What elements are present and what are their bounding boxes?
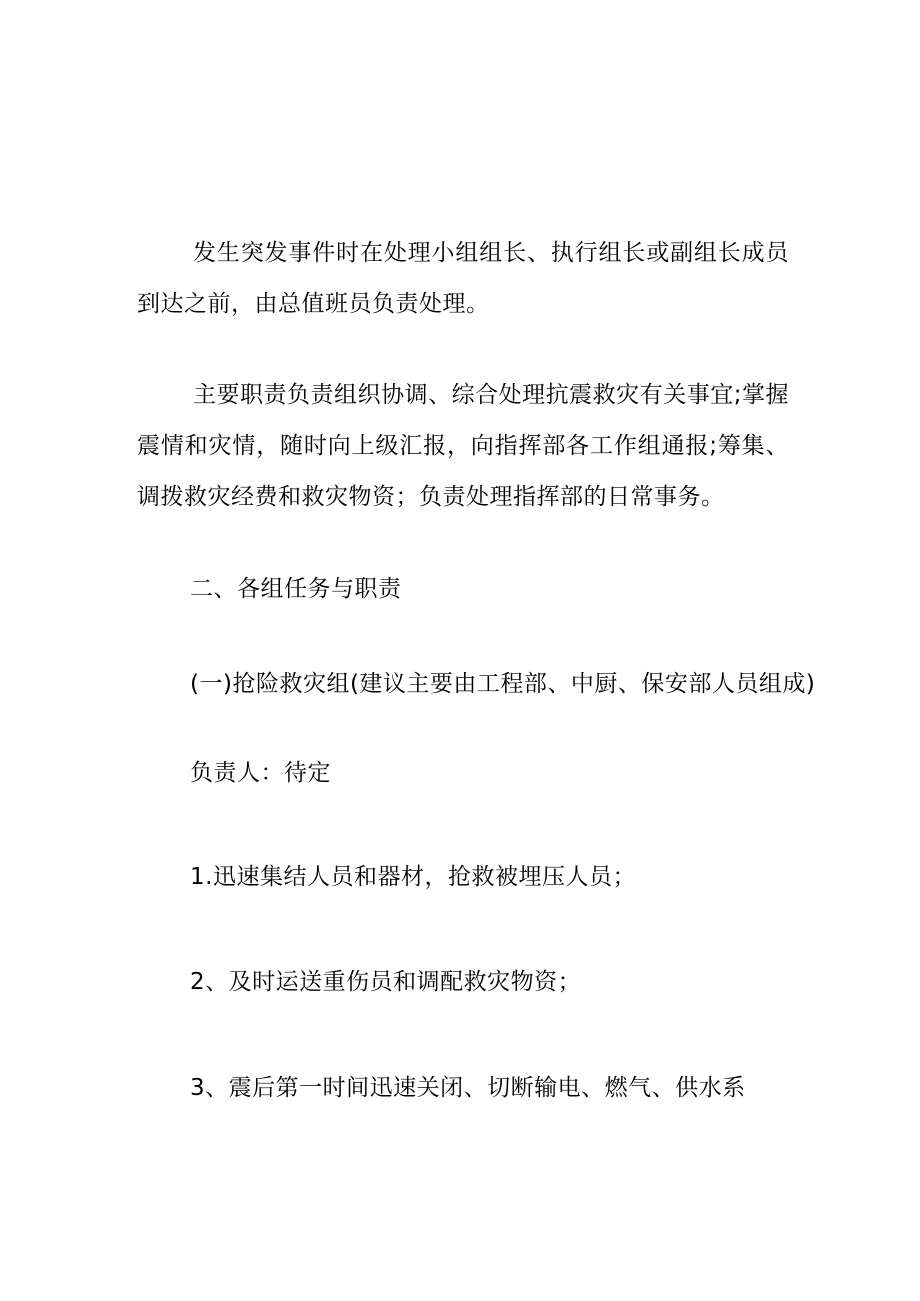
- subsection-heading: (一)抢险救灾组(建议主要由工程部、中厨、保安部人员组成): [190, 671, 816, 697]
- section-heading: 二、各组任务与职责: [190, 576, 402, 602]
- list-item: 3、震后第一时间迅速关闭、切断输电、燃气、供水系: [190, 1075, 746, 1101]
- paragraph-on-duty-handling: 发生突发事件时在处理小组组长、执行组长或副组长成员到达之前，由总值班员负责处理。: [137, 240, 789, 317]
- list-item: 1.迅速集结人员和器材，抢救被埋压人员；: [190, 864, 636, 890]
- responsible-person: 负责人：待定: [190, 760, 331, 786]
- paragraph-main-duties: 主要职责负责组织协调、综合处理抗震救灾有关事宜;掌握震情和灾情，随时向上级汇报，向指挥部各工作组通报;筹集、调拨救灾经费和救灾物资；负责处理指挥部的日常事务。: [137, 382, 789, 510]
- list-item: 2、及时运送重伤员和调配救灾物资；: [190, 969, 582, 995]
